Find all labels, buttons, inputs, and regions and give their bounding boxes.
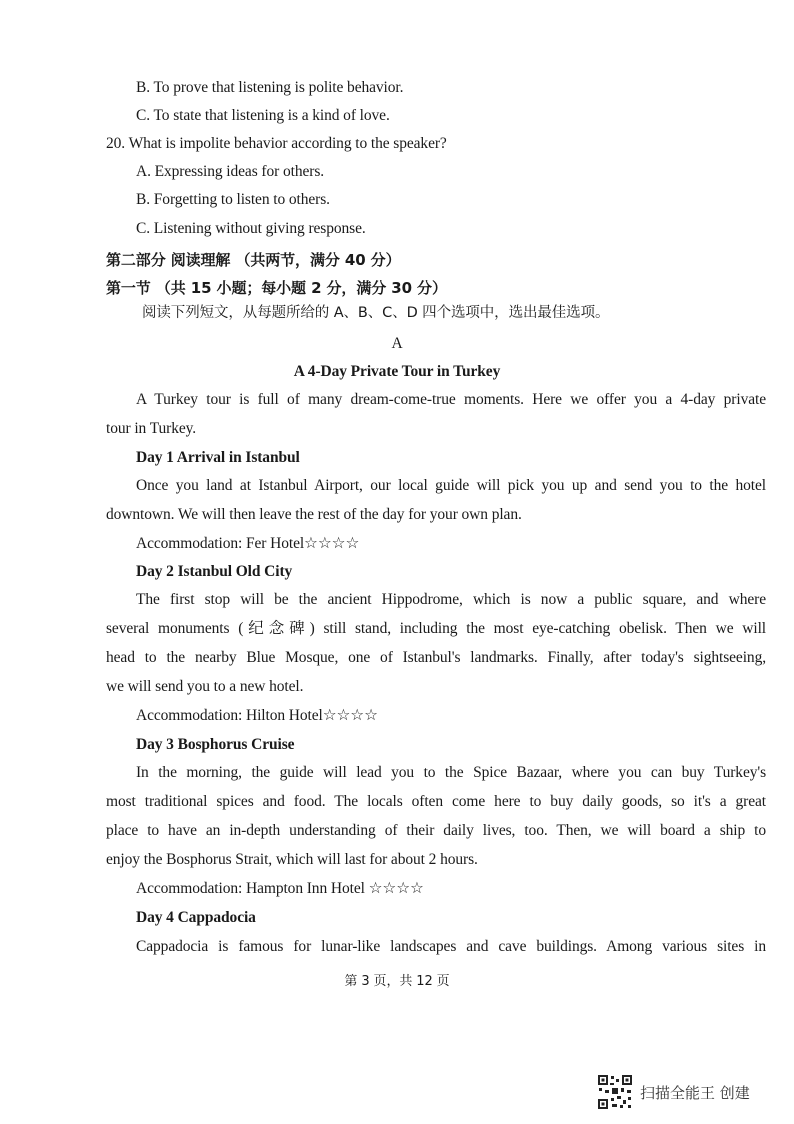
q20-stem: 20. What is impolite behavior according to the speaker? [106, 135, 447, 152]
section1-heading: 第一节 （共 15 小题；每小题 2 分，满分 30 分） [106, 279, 447, 297]
part2-heading: 第二部分 阅读理解 （共两节，满分 40 分） [106, 251, 401, 269]
day1-line-1: Once you land at Istanbul Airport, our local guide will pick you up and send you to the hotel [136, 477, 766, 494]
day3-line-1: In the morning, the guide will lead you to the Spice Bazaar, where you can buy Turkey's [136, 764, 766, 781]
q20-option-a: A. Expressing ideas for others. [136, 163, 325, 180]
day2-line-1: The first stop will be the ancient Hippodrome, which is now a public square, and where [136, 591, 766, 608]
scanner-brand-label: 扫描全能王 创建 [640, 1084, 750, 1102]
day1-line-2: downtown. We will then leave the rest of the day for your own plan. [106, 506, 522, 523]
q20-option-b: B. Forgetting to listen to others. [136, 191, 330, 208]
article-title: A 4-Day Private Tour in Turkey [293, 363, 501, 380]
day2-line-2: several monuments (纪念碑) still stand, including the most eye-catching obelisk. Then we will [106, 620, 766, 637]
day1-heading: Day 1 Arrival in Istanbul [136, 449, 300, 466]
day2-accommodation: Accommodation: Hilton Hotel☆☆☆☆ [136, 707, 378, 724]
day3-line-3: place to have an in-depth understanding of their daily lives, too. Then, we will board a ship to [106, 822, 766, 839]
qr-code-icon [597, 1074, 633, 1110]
passage-label: A [391, 335, 403, 352]
day4-line-1: Cappadocia is famous for lunar-like landscapes and cave buildings. Among various sites in [136, 938, 766, 955]
intro-line-1: A Turkey tour is full of many dream-come-true moments. Here we offer you a 4-day private [136, 391, 766, 408]
day2-line-4: we will send you to a new hotel. [106, 678, 304, 695]
day3-heading: Day 3 Bosphorus Cruise [136, 736, 295, 753]
day3-accommodation: Accommodation: Hampton Inn Hotel ☆☆☆☆ [136, 880, 424, 897]
day2-line-3: head to the nearby Blue Mosque, one of Istanbul's landmarks. Finally, after today's sightseeing, [106, 649, 766, 666]
q19-option-c: C. To state that listening is a kind of love. [136, 107, 390, 124]
day3-line-4: enjoy the Bosphorus Strait, which will last for about 2 hours. [106, 851, 478, 868]
q20-option-c: C. Listening without giving response. [136, 220, 366, 237]
page-number: 第 3 页，共 12 页 [344, 974, 450, 989]
intro-line-2: tour in Turkey. [106, 420, 197, 437]
instruction: 阅读下列短文，从每题所给的 A、B、C、D 四个选项中，选出最佳选项。 [142, 305, 610, 321]
day1-accommodation: Accommodation: Fer Hotel☆☆☆☆ [136, 535, 360, 552]
day4-heading: Day 4 Cappadocia [136, 909, 256, 926]
q19-option-b: B. To prove that listening is polite behavior. [136, 79, 404, 96]
day2-heading: Day 2 Istanbul Old City [136, 563, 293, 580]
day3-line-2: most traditional spices and food. The locals often come here to buy daily goods, so it's a great [106, 793, 766, 810]
